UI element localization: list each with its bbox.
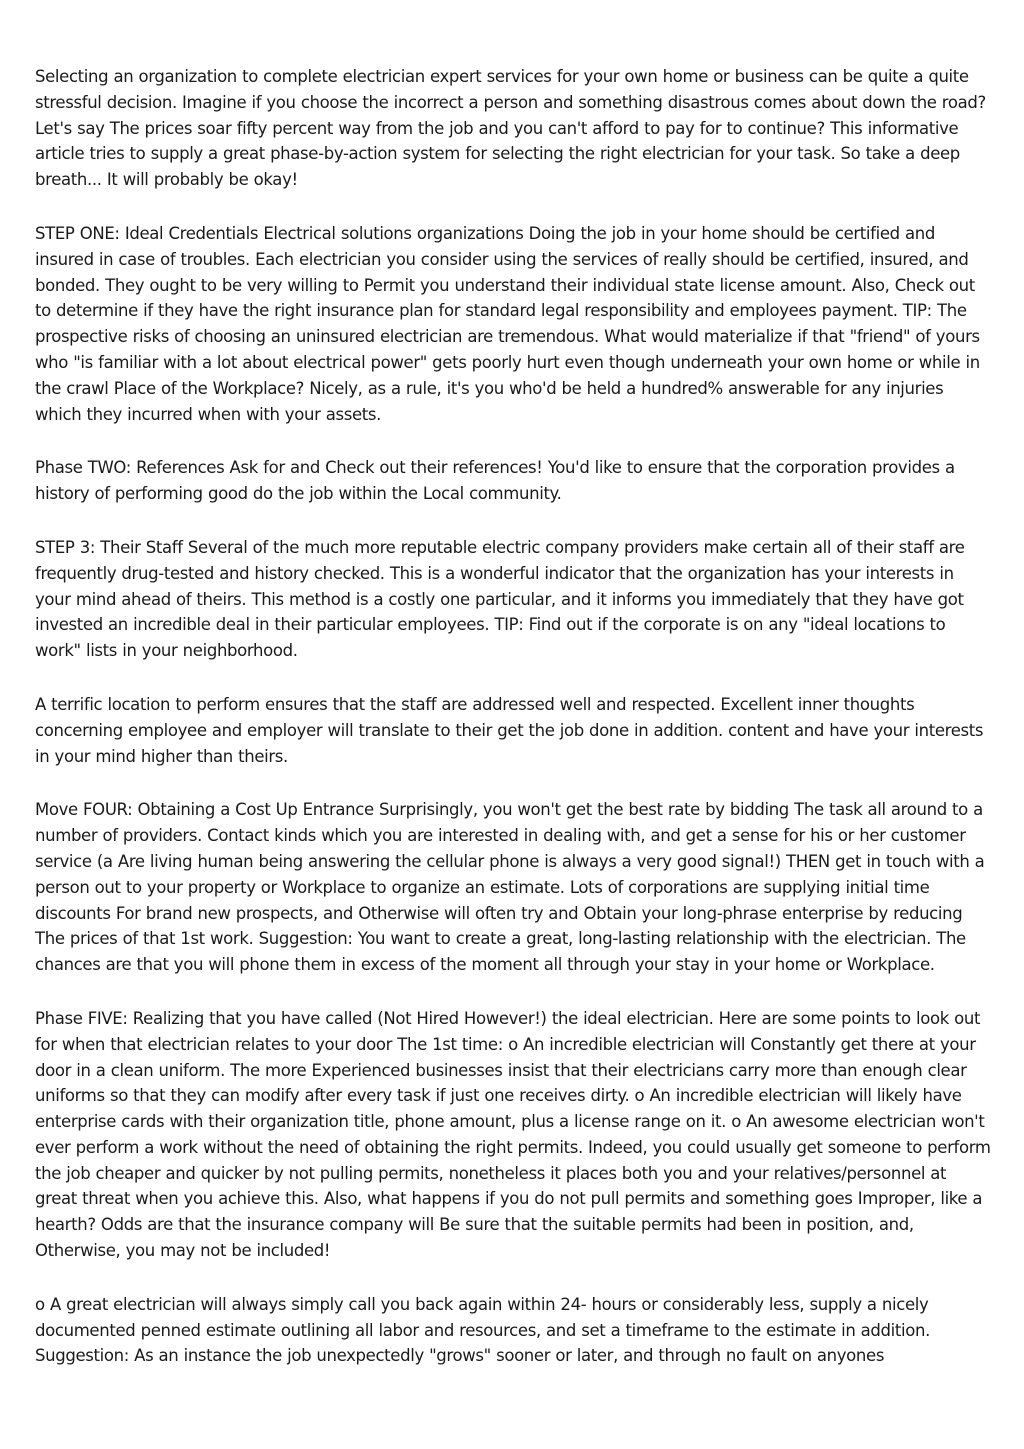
paragraph-intro: Selecting an organization to complete electrician expert services for your own home or business can be quite a quite stressful decision. Imagine if you choose the incorrect a person and something disastrous comes about down the road? Let's say The prices soar fifty percent way from the job and you can't afford to pay for to continue? This informative article tries to supply a great phase-by-action system for selecting the right electrician for your task. So take a deep breath... It will probably be okay!: [35, 67, 986, 190]
paragraph-phase-five: Phase FIVE: Realizing that you have called (Not Hired However!) the ideal electrician. Here are some points to look out for when that electrician relates to your door The 1st time: o An incredible electrician will Constantly get there at your door in a clean uniform. The more Experienced businesses insist that their electricians carry more than enough clear uniforms so that they can modify after every task if just one receives dirty. o An incredible electrician will likely have enterprise cards with their organization title, phone amount, plus a license range on it. o An awesome electrician won't ever perform a work without the need of obtaining the right permits. Indeed, you could usually get someone to perform the job cheaper and quicker by not pulling permits, nonetheless it places both you and your relatives/personnel at great threat when you achieve this. Also, what happens if you do not pull permits and something goes Improper, like a hearth? Odds are that the insurance company will Be sure that the suitable permits had been in position, and, Otherwise, you may not be included!: [35, 1008, 991, 1261]
paragraph-workplace: A terrific location to perform ensures that the staff are addressed well and respected. Excellent inner thoughts concerning employee and employer will translate to their get the job done in addition. content and have your interests in your mind higher than theirs.: [35, 694, 984, 766]
document-body: [35, 64, 993, 1397]
paragraph-callback: o A great electrician will always simply call you back again within 24- hours or considerably less, supply a nicely documented penned estimate outlining all labor and resources, and set a timeframe to the estimate in addition. Suggestion: As an instance the job unexpectedly "grows" sooner or later, and through no fault on anyones: [35, 1294, 930, 1366]
paragraph-step-three: STEP 3: Their Staff Several of the much more reputable electric company providers make certain all of their staff are frequently drug-tested and history checked. This is a wonderful indicator that the organization has your interests in your mind ahead of theirs. This method is a costly one particular, and it informs you immediately that they have got invested an incredible deal in their particular employees. TIP: Find out if the corporate is on any "ideal locations to work" lists in your neighborhood.: [35, 537, 965, 661]
paragraph-step-one: STEP ONE: Ideal Credentials Electrical solutions organizations Doing the job in your home should be certified and insured in case of troubles. Each electrician you consider using the services of really should be certified, insured, and bonded. They ought to be very willing to Permit you understand their individual state license amount. Also, Check out to determine if they have the right insurance plan for standard legal responsibility and employees payment. TIP: The prospective risks of choosing an uninsured electrician are tremendous. What would materialize if that "friend" of yours who "is familiar with a lot about electrical power" gets poorly hurt even though underneath your own home or while in the crawl Place of the Workplace? Nicely, as a rule, it's you who'd be held a hundred% answerable for any injuries which they incurred when with your assets.: [35, 223, 980, 424]
paragraph-phase-two: Phase TWO: References Ask for and Check out their references! You'd like to ensure that the corporation provides a history of performing good do the job within the Local community.: [35, 458, 955, 504]
paragraph-move-four: Move FOUR: Obtaining a Cost Up Entrance Surprisingly, you won't get the best rate by bidding The task all around to a number of providers. Contact kinds which you are interested in dealing with, and get a sense for his or her customer service (a Are living human being answering the cellular phone is always a very good signal!) THEN get in touch with a person out to your property or Workplace to organize an estimate. Lots of corporations are supplying initial time discounts For brand new prospects, and Otherwise will often try and Obtain your long-phrase enterprise by reducing The prices of that 1st work. Suggestion: You want to create a great, long-lasting relationship with the electrician. The chances are that you will phone them in excess of the moment all through your stay in your home or Workplace.: [35, 800, 985, 975]
